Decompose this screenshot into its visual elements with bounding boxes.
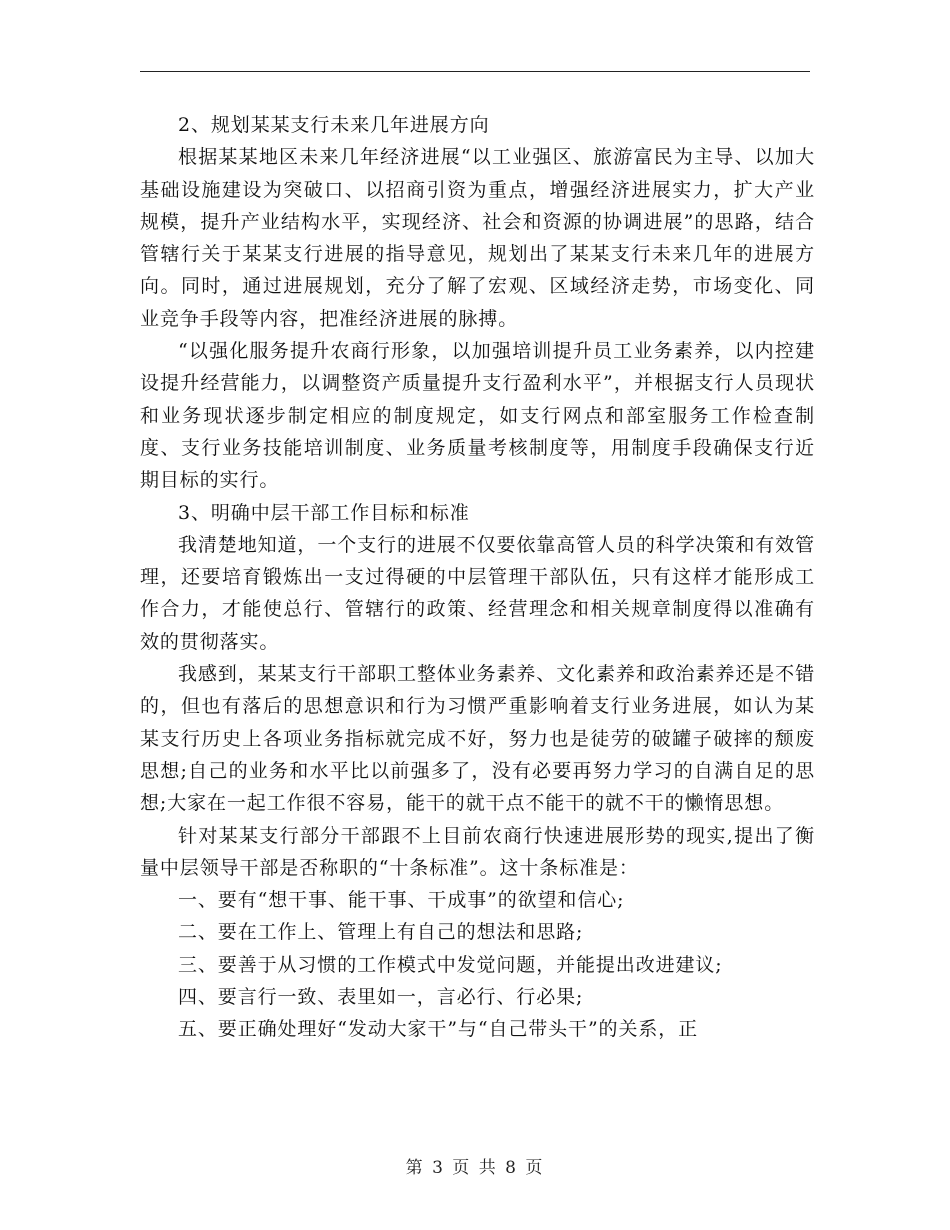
standard-item: 五、要正确处理好“发动大家干”与“自己带头干”的关系，正: [178, 1018, 699, 1041]
section-heading: 3、明确中层干部工作目标和标准: [178, 501, 470, 524]
body-paragraph: 我清楚地知道，一个支行的进展不仅要依靠高管人员的科学决策和有效管理，还要培育锻炼出一支过得硬的中层管理干部队伍，只有这样才能形成工作合力，才能使总行、管辖行的政策、经营理念和相关规章制度得以准确有效的贯彻落实。: [140, 533, 815, 653]
standard-item: 二、要在工作上、管理上有自己的想法和思路;: [178, 921, 584, 944]
header-rule: [140, 71, 810, 72]
body-paragraph: 根据某某地区未来几年经济进展“以工业强区、旅游富民为主导、以加大基础设施建设为突破口、以招商引资为重点，增强经济进展实力，扩大产业规模，提升产业结构水平，实现经济、社会和资源的协调进展”的思路，结合管辖行关于某某支行进展的指导意见，规划出了某某支行未来几年的进展方向。同时，通过进展规划，充分了解了宏观、区域经济走势，市场变化、同业竞争手段等内容，把准经济进展的脉搏。: [140, 146, 815, 330]
section-heading: 2、规划某某支行未来几年进展方向: [178, 114, 490, 136]
body-paragraph: “以强化服务提升农商行形象，以加强培训提升员工业务素养，以内控建设提升经营能力，以调整资产质量提升支行盈利水平”，并根据支行人员现状和业务现状逐步制定相应的制度规定，如支行网点和部室服务工作检查制度、支行业务技能培训制度、业务质量考核制度等，用制度手段确保支行近期目标的实行。: [140, 340, 815, 492]
standard-item: 三、要善于从习惯的工作模式中发觉问题，并能提出改进建议;: [178, 953, 723, 976]
standard-item: 一、要有“想干事、能干事、干成事”的欲望和信心;: [178, 889, 625, 912]
body-paragraph: 针对某某支行部分干部跟不上目前农商行快速进展形势的现实,提出了衡量中层领导干部是否称职的“十条标准”。这十条标准是：: [140, 824, 815, 879]
document-body: [140, 109, 815, 1046]
page-number-footer: 第 3 页 共 8 页: [405, 1158, 545, 1178]
standard-item: 四、要言行一致、表里如一，言必行、行必果;: [178, 986, 584, 1009]
body-paragraph: 我感到，某某支行干部职工整体业务素养、文化素养和政治素养还是不错的，但也有落后的思想意识和行为习惯严重影响着支行业务进展，如认为某某支行历史上各项业务指标就完成不好，努力也是徒劳的破罐子破摔的颓废思想;自己的业务和水平比以前强多了，没有必要再努力学习的自满自足的思想;大家在一起工作很不容易，能干的就干点不能干的就不干的懒惰思想。: [140, 663, 815, 815]
